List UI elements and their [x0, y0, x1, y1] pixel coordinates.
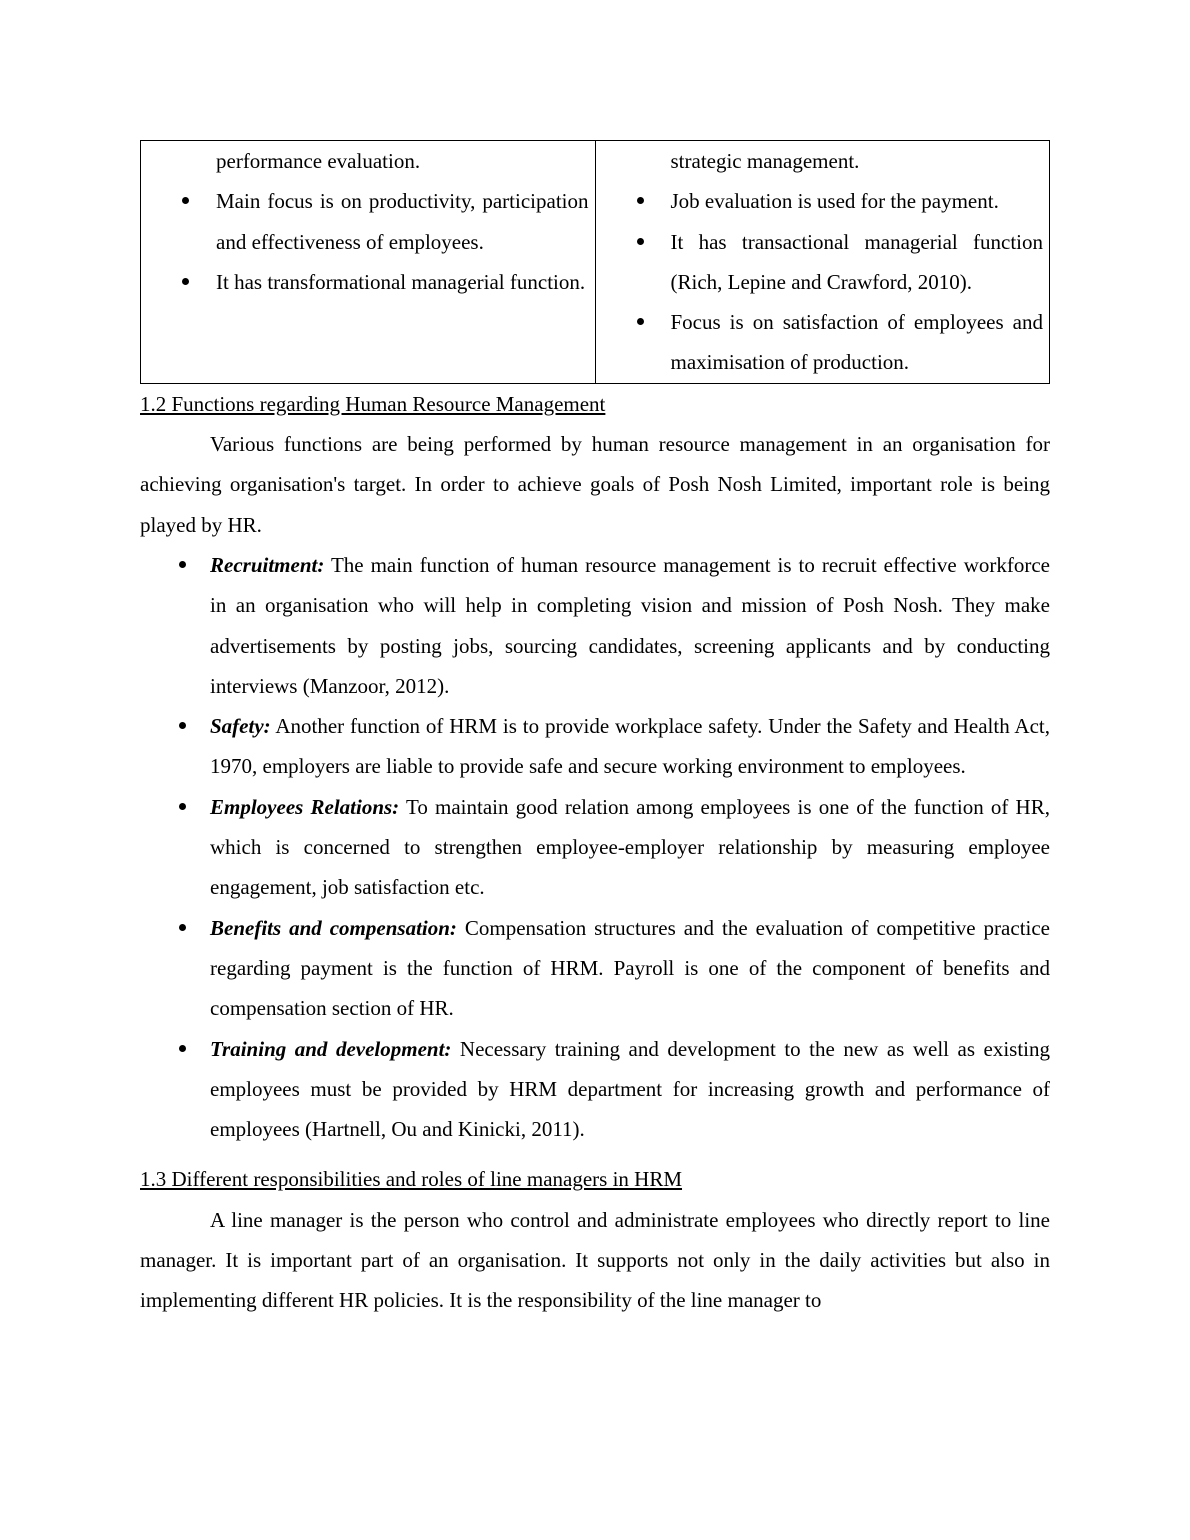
list-item [140, 1029, 1050, 1150]
list-item: Job evaluation is used for the payment. [596, 181, 1044, 221]
item-text: Necessary training and development to the new as well as existing employees must be provided by HRM department for increasing growth and performance of employees (Hartnell, Ou and Kinicki, 2011). [210, 1036, 1050, 1142]
table-row [141, 141, 1050, 384]
hr-functions-list [140, 545, 1050, 1149]
list-item [140, 908, 1050, 1029]
item-term: Recruitment: [210, 552, 325, 577]
spacer [140, 1149, 1050, 1159]
list-item: strategic management. [670, 149, 860, 173]
table-cell-right [595, 141, 1050, 384]
item-text: The main function of human resource management is to recruit effective workforce in an organisation who will help in completing vision and mission of Posh Nosh. They make advertisements by posting jobs, sourcing candidates, screening applicants and by conducting interviews (Manzoor, 2012). [210, 552, 1050, 698]
item-text: To maintain good relation among employees is one of the function of HR, which is concerned to strengthen employee-employer relationship by measuring employee engagement, job satisfaction etc. [210, 794, 1050, 900]
list-item: Main focus is on productivity, participation and effectiveness of employees. [141, 181, 589, 262]
list-item [140, 545, 1050, 706]
comparison-table [140, 140, 1050, 384]
left-cell-list [141, 141, 589, 302]
document-page [140, 140, 1050, 1321]
item-text: Compensation structures and the evaluation of competitive practice regarding payment is the function of HRM. Payroll is one of the component of benefits and compensation section of HR. [210, 915, 1051, 1021]
item-term: Safety: [210, 714, 271, 739]
section-heading-1-3: 1.3 Different responsibilities and roles of line managers in HRM [140, 1167, 683, 1192]
list-item: performance evaluation. [216, 149, 421, 173]
item-text: Another function of HRM is to provide workplace safety. Under the Safety and Health Act, 1970, employers are liable to provide safe and secure working environment to employees. [210, 714, 1050, 779]
item-term: Employees Relations: [210, 794, 400, 819]
list-item [140, 787, 1050, 908]
section-heading-1-2: 1.2 Functions regarding Human Resource Management [140, 391, 606, 416]
list-item: Focus is on satisfaction of employees and maximisation of production. [596, 302, 1044, 383]
list-item: It has transactional managerial function (Rich, Lepine and Crawford, 2010). [596, 222, 1044, 303]
section-1-3-intro: A line manager is the person who control and administrate employees who directly report to line manager. It is important part of an organisation. It supports not only in the daily activities but also in implementing different HR policies. It is the responsibility of the line manager to [140, 1207, 1050, 1313]
list-item [140, 706, 1050, 787]
right-cell-list [596, 141, 1044, 383]
item-term: Benefits and compensation: [210, 915, 457, 940]
section-1-2-intro: Various functions are being performed by human resource management in an organisation for achieving organisation's target. In order to achieve goals of Posh Nosh Limited, important role is being played by HR. [140, 432, 1050, 537]
item-term: Training and development: [210, 1036, 452, 1061]
list-item: It has transformational managerial function. [141, 262, 589, 302]
table-cell-left [141, 141, 596, 384]
